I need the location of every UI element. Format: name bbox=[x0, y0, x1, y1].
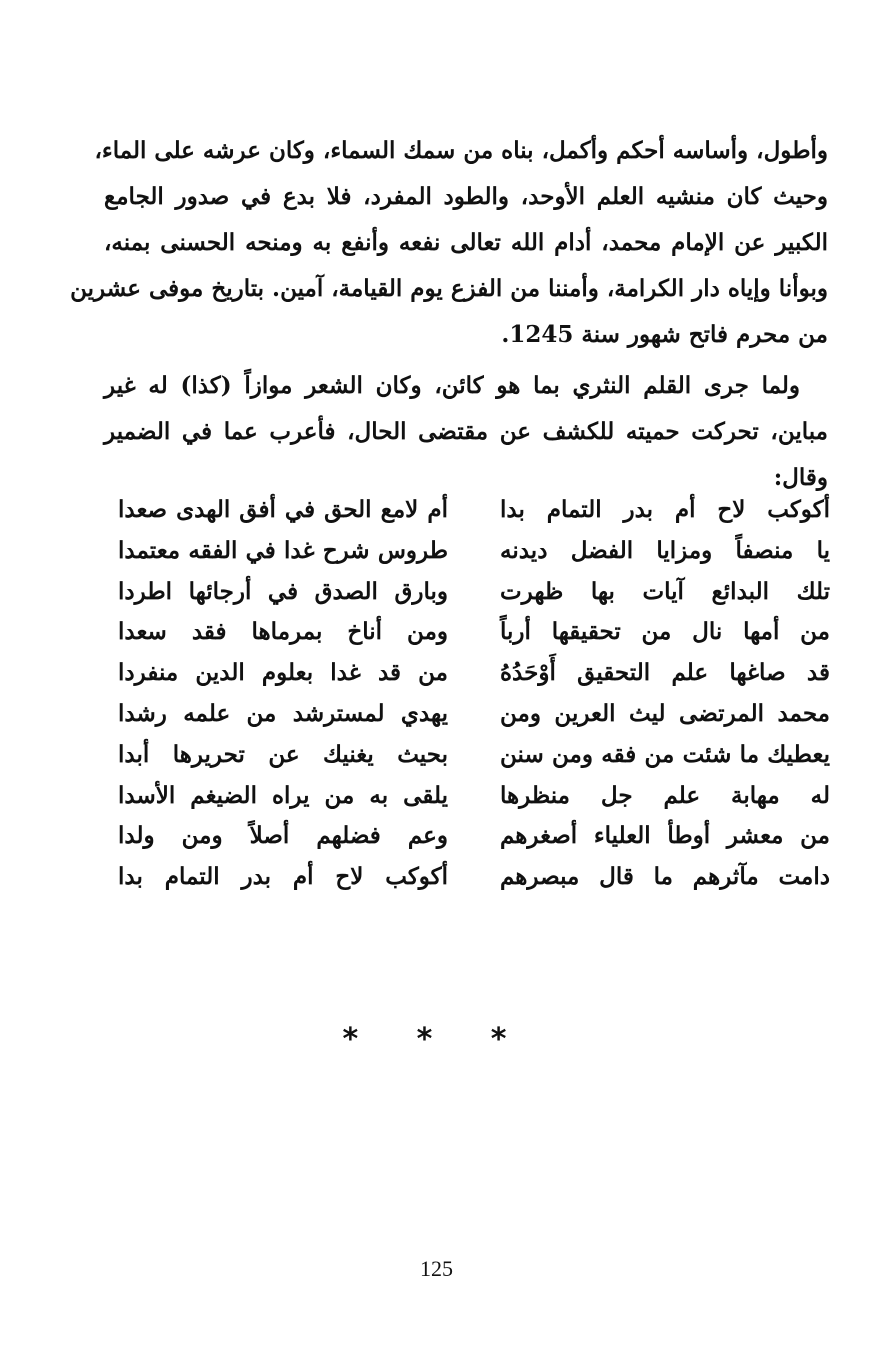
verse-second-hemistich: يلقى به من يراه الضيغم الأسدا bbox=[118, 781, 448, 809]
poem-verse bbox=[118, 612, 830, 653]
poem-verse bbox=[118, 572, 830, 613]
verse-second-hemistich: يهدي لمسترشد من علمه رشدا bbox=[118, 699, 448, 727]
verse-second-hemistich: طروس شرح غدا في الفقه معتمدا bbox=[118, 536, 448, 564]
verse-second-hemistich: وبارق الصدق في أرجائها اطردا bbox=[118, 577, 448, 605]
poem bbox=[118, 490, 830, 898]
page-number: 125 bbox=[420, 1256, 453, 1281]
poem-verse bbox=[118, 653, 830, 694]
verse-second-hemistich: بحيث يغنيك عن تحريرها أبدا bbox=[118, 740, 448, 768]
paragraph-2 bbox=[104, 363, 828, 501]
verse-first-hemistich: يعطيك ما شئت من فقه ومن سنن bbox=[500, 740, 830, 768]
section-separator: * * * bbox=[342, 1022, 531, 1057]
paragraph-1 bbox=[70, 128, 828, 358]
poem-verse bbox=[118, 735, 830, 776]
verse-first-hemistich: من معشر أوطأ العلياء أصغرهم bbox=[500, 822, 830, 850]
verse-first-hemistich: دامت مآثرهم ما قال مبصرهم bbox=[500, 863, 830, 891]
verse-first-hemistich: أكوكب لاح أم بدر التمام بدا bbox=[500, 496, 830, 523]
verse-first-hemistich: تلك البدائع آيات بها ظهرت bbox=[500, 577, 830, 605]
paragraph-2-line: مباين، تحركت حميته للكشف عن مقتضى الحال، فأعرب عما في الضمير bbox=[104, 418, 828, 445]
poem-verse bbox=[118, 531, 830, 572]
verse-second-hemistich: أم لامع الحق في أفق الهدى صعدا bbox=[118, 496, 448, 523]
verse-first-hemistich: قد صاغها علم التحقيق أَوْحَدُهُ bbox=[500, 659, 830, 687]
verse-second-hemistich: أكوكب لاح أم بدر التمام بدا bbox=[118, 863, 448, 891]
verse-first-hemistich: له مهابة علم جل منظرها bbox=[500, 781, 830, 809]
prose-section bbox=[70, 128, 828, 501]
paragraph-1-line: وبوأنا وإياه دار الكرامة، وأمننا من الفزع يوم القيامة، آمين. بتاريخ موفى عشرين bbox=[70, 275, 828, 302]
poem-verse bbox=[118, 490, 830, 531]
verse-second-hemistich: من قد غدا بعلوم الدين منفردا bbox=[118, 659, 448, 687]
verse-first-hemistich: محمد المرتضى ليث العرين ومن bbox=[500, 699, 830, 727]
paragraph-1-line: الكبير عن الإمام محمد، أدام الله تعالى نفعه وأنفع به ومنحه الحسنى بمنه، bbox=[104, 229, 828, 256]
paragraph-1-line: وحيث كان منشيه العلم الأوحد، والطود المفرد، فلا بدع في صدور الجامع bbox=[104, 183, 828, 210]
verse-first-hemistich: يا منصفاً ومزايا الفضل ديدنه bbox=[500, 536, 830, 564]
verse-second-hemistich: وعم فضلهم أصلاً ومن ولدا bbox=[118, 822, 448, 850]
paragraph-1-line: من محرم فاتح شهور سنة 1245. bbox=[501, 321, 828, 348]
poem-verse bbox=[118, 694, 830, 735]
poem-verse bbox=[118, 816, 830, 857]
paragraph-2-line: وقال: bbox=[773, 464, 828, 491]
paragraph-1-line: وأطول، وأساسه أحكم وأكمل، بناه من سمك السماء، وكان عرشه على الماء، bbox=[94, 137, 828, 164]
paragraph-2-line: ولما جرى القلم النثري بما هو كائن، وكان الشعر موازاً (كذا) له غير bbox=[104, 372, 800, 399]
verse-second-hemistich: ومن أناخ بمرماها فقد سعدا bbox=[118, 618, 448, 646]
verse-first-hemistich: من أمها نال من تحقيقها أرباً bbox=[500, 618, 830, 646]
poem-verse bbox=[118, 776, 830, 817]
poem-verse bbox=[118, 857, 830, 898]
